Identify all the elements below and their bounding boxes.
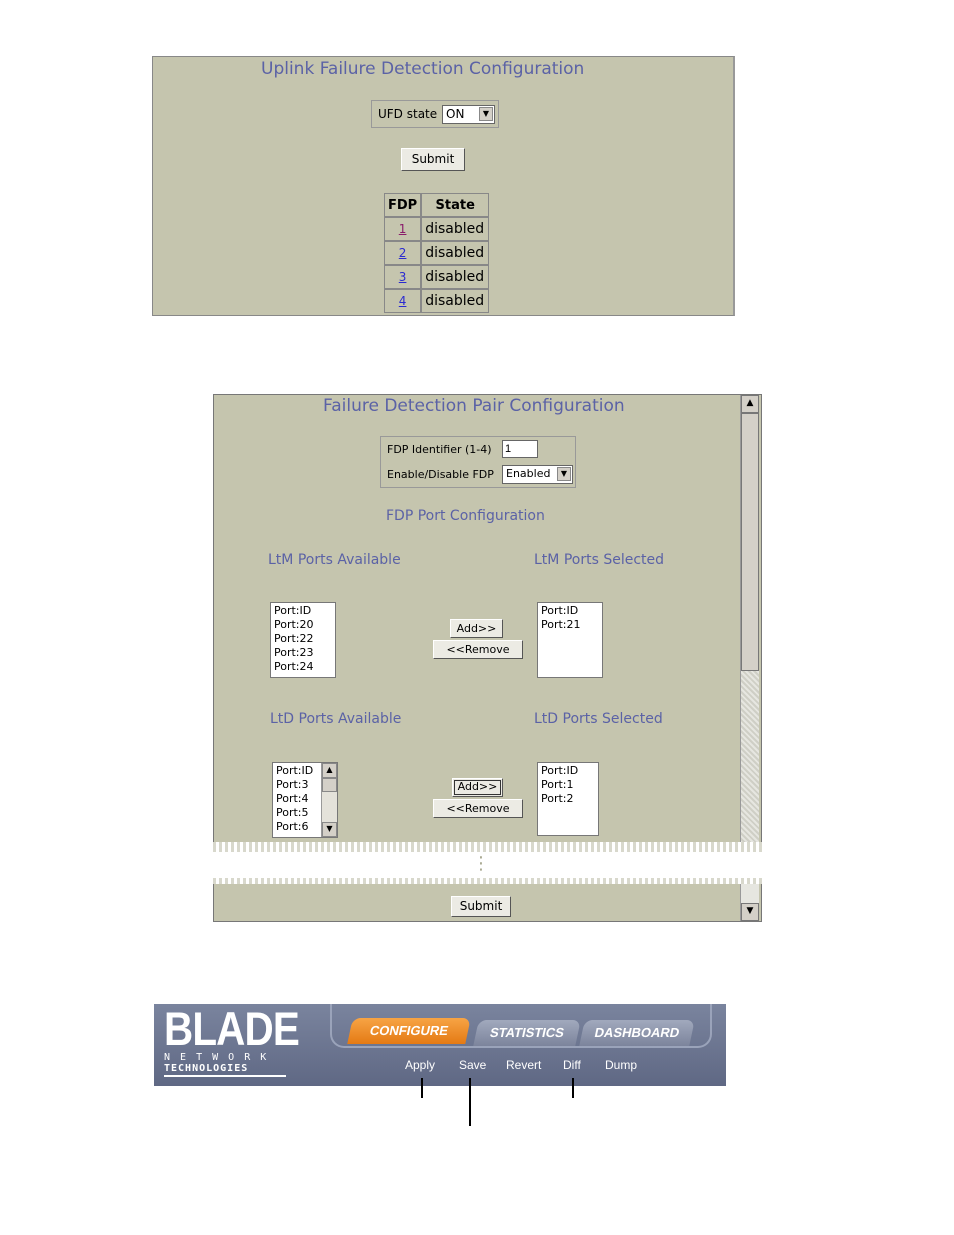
fdp-identity-box — [380, 436, 576, 488]
list-item[interactable]: Port:ID — [541, 604, 579, 617]
scroll-down-icon[interactable]: ▼ — [741, 903, 759, 921]
ufd-config-panel — [152, 56, 735, 316]
page-scrollbar-bottom[interactable] — [740, 884, 759, 921]
list-item[interactable]: Port:21 — [541, 618, 581, 631]
fdp-enable-select[interactable] — [502, 465, 573, 484]
fdp-identifier-input[interactable] — [502, 440, 538, 458]
fdp-submit-button[interactable]: Submit — [451, 896, 511, 917]
ltd-remove-button[interactable]: <<Remove — [433, 799, 523, 818]
ltd-available-list[interactable] — [272, 762, 338, 838]
fdp-link-2[interactable]: 2 — [398, 246, 407, 260]
tab-dashboard[interactable]: DASHBOARD — [579, 1020, 695, 1046]
fdp-panel-title: Failure Detection Pair Configuration — [323, 396, 625, 416]
callout-line-save — [469, 1078, 471, 1126]
fdp-config-panel — [213, 394, 762, 844]
scroll-up-icon[interactable]: ▲ — [741, 395, 759, 413]
menu-dump[interactable]: Dump — [605, 1058, 638, 1072]
ufd-state-label: UFD state — [378, 107, 438, 121]
logo-main: BLADE — [164, 1002, 299, 1055]
scroll-down-icon[interactable]: ▼ — [322, 822, 337, 837]
fdp-state-cell: disabled — [421, 289, 489, 313]
table-row — [384, 289, 489, 313]
ufd-panel-title: Uplink Failure Detection Configuration — [261, 59, 585, 79]
page-scrollbar[interactable] — [740, 395, 759, 843]
ltd-selected-title: LtD Ports Selected — [534, 711, 663, 727]
list-item[interactable]: Port:2 — [541, 792, 574, 805]
ltd-available-title: LtD Ports Available — [270, 711, 402, 727]
list-item[interactable]: Port:ID — [541, 764, 579, 777]
logo-line1: N E T W O R K — [164, 1052, 269, 1063]
logo-line2: TECHNOLOGIES — [164, 1063, 286, 1077]
chevron-down-icon: ▼ — [557, 467, 571, 481]
ufd-state-box — [371, 100, 499, 128]
ltm-selected-title: LtM Ports Selected — [534, 552, 665, 568]
scroll-up-icon[interactable]: ▲ — [322, 763, 337, 778]
menu-revert[interactable]: Revert — [506, 1058, 542, 1072]
ltm-available-title: LtM Ports Available — [268, 552, 401, 568]
fdp-table-header — [384, 193, 489, 217]
fdp-identifier-label: FDP Identifier (1-4) — [387, 443, 492, 456]
fdp-column-header: FDP — [384, 193, 421, 217]
scroll-thumb[interactable] — [322, 778, 337, 792]
list-item[interactable]: Port:20 — [274, 618, 314, 631]
scroll-thumb[interactable] — [741, 413, 759, 671]
fdp-enable-label: Enable/Disable FDP — [387, 468, 494, 481]
list-item[interactable]: Port:5 — [276, 806, 309, 819]
blade-nav-bar — [154, 1004, 726, 1086]
list-item[interactable]: Port:22 — [274, 632, 314, 645]
list-item[interactable]: Port:3 — [276, 778, 309, 791]
torn-edge-top — [213, 842, 762, 852]
list-item[interactable]: Port:ID — [276, 764, 314, 777]
ufd-submit-button[interactable]: Submit — [401, 148, 465, 171]
fdp-link-4[interactable]: 4 — [398, 294, 407, 308]
table-row — [384, 265, 489, 289]
tab-configure[interactable]: CONFIGURE — [347, 1018, 471, 1044]
state-column-header: State — [421, 193, 489, 217]
list-item[interactable]: Port:6 — [276, 820, 309, 833]
continuation-ellipsis: ⋮ — [472, 853, 490, 874]
ltd-list-scrollbar[interactable] — [321, 763, 337, 837]
fdp-enable-value: Enabled — [506, 467, 551, 480]
list-item[interactable]: Port:24 — [274, 660, 314, 673]
tab-statistics[interactable]: STATISTICS — [473, 1020, 581, 1046]
list-item[interactable]: Port:ID — [274, 604, 312, 617]
callout-line-diff — [572, 1078, 574, 1098]
ufd-state-select[interactable] — [442, 105, 495, 124]
chevron-down-icon: ▼ — [479, 107, 493, 121]
menu-diff[interactable]: Diff — [563, 1058, 581, 1072]
fdp-state-cell: disabled — [421, 217, 489, 241]
list-item[interactable]: Port:4 — [276, 792, 309, 805]
fdp-state-cell: disabled — [421, 241, 489, 265]
list-item[interactable]: Port:1 — [541, 778, 574, 791]
fdp-state-table — [384, 193, 489, 313]
menu-apply[interactable]: Apply — [405, 1058, 436, 1072]
ltm-selected-list[interactable] — [537, 602, 603, 678]
fdp-state-cell: disabled — [421, 265, 489, 289]
menu-save[interactable]: Save — [459, 1058, 487, 1072]
fdp-link-3[interactable]: 3 — [398, 270, 407, 284]
list-item[interactable]: Port:23 — [274, 646, 314, 659]
ltm-available-list[interactable] — [270, 602, 336, 678]
callout-line-apply — [421, 1078, 423, 1098]
ufd-state-value: ON — [446, 107, 465, 121]
ltd-selected-list[interactable] — [537, 762, 599, 836]
table-row — [384, 241, 489, 265]
fdp-link-1[interactable]: 1 — [398, 222, 407, 236]
ltm-remove-button[interactable]: <<Remove — [433, 640, 523, 659]
fdp-submit-strip — [213, 884, 762, 922]
blade-logo — [164, 1002, 321, 1077]
ltd-add-button[interactable]: Add>> — [452, 778, 503, 797]
table-row — [384, 217, 489, 241]
port-config-title: FDP Port Configuration — [386, 508, 545, 524]
ltm-add-button[interactable]: Add>> — [450, 619, 503, 638]
